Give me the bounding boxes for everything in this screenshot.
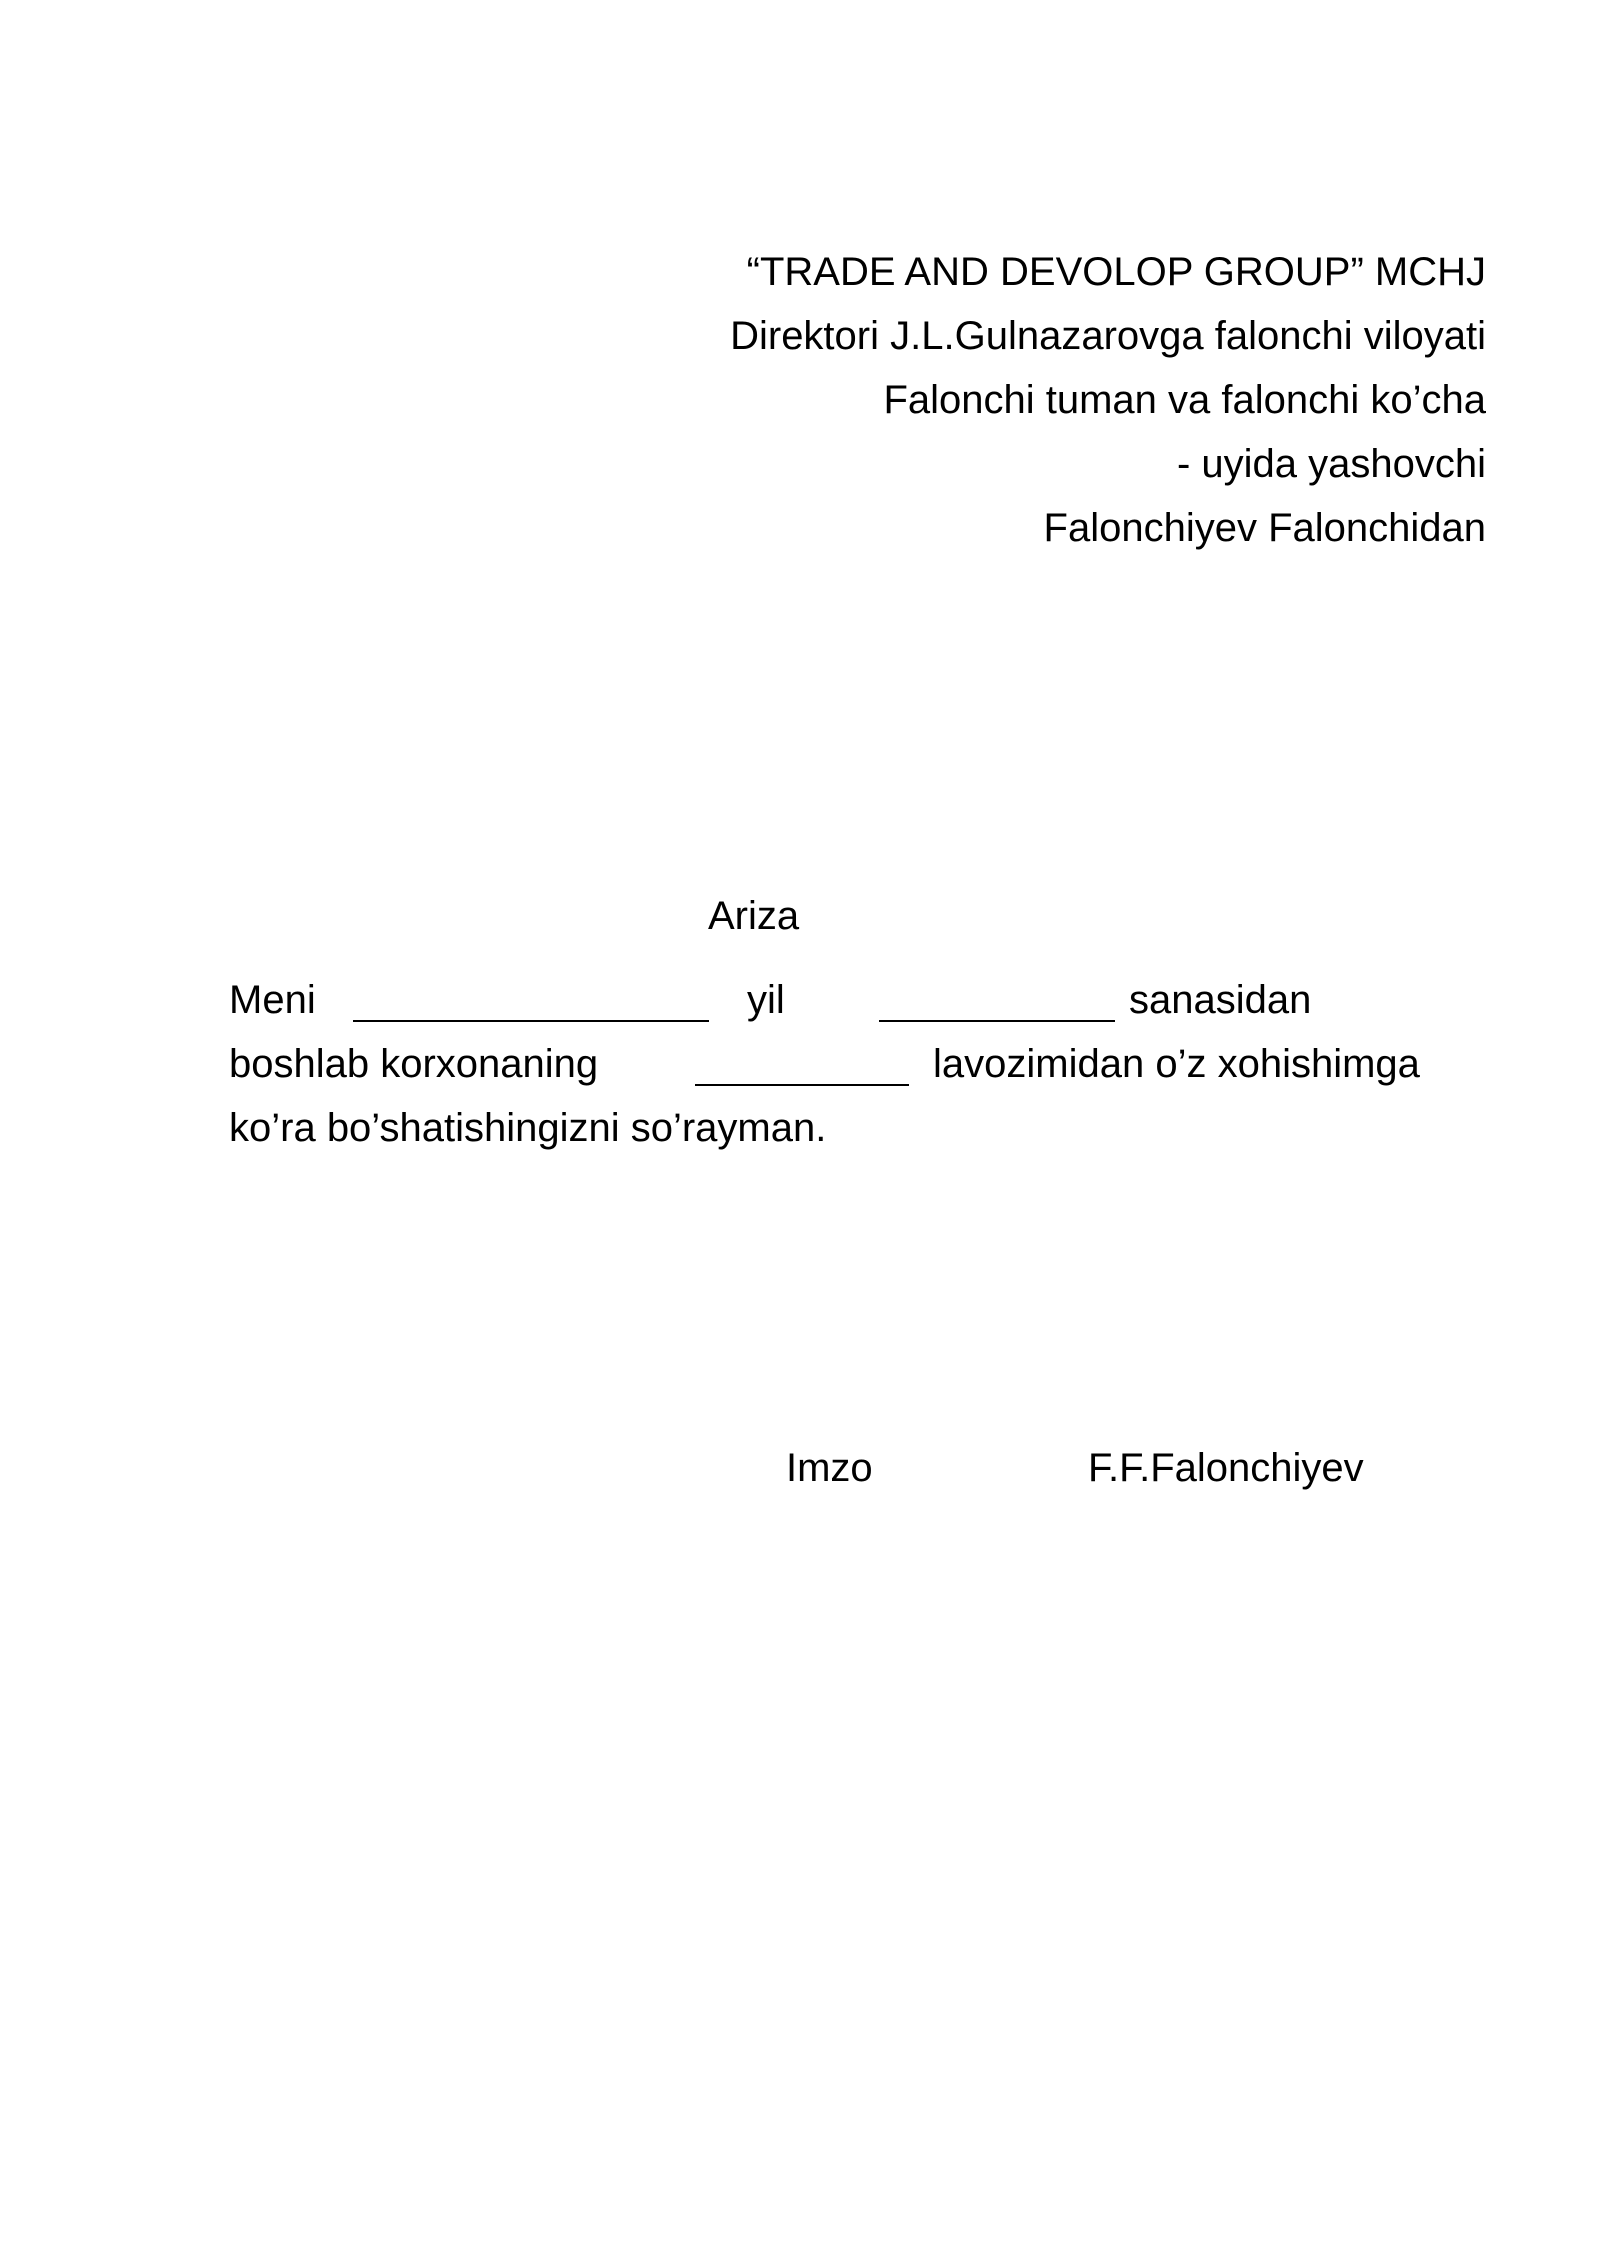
document-title: Ariza [708,894,800,938]
body-line-3 [229,1096,1529,1160]
signature-label: Imzo [786,1446,873,1490]
body-word-meni: Meni [229,978,316,1022]
addressee-director: Direktori J.L.Gulnazarovga falonchi viloyati [730,314,1486,358]
body-phrase-lavozimidan: lavozimidan o’z xohishimga [933,1042,1420,1086]
body-phrase-boshlab: boshlab korxonaning [229,1042,599,1086]
body-phrase-request: ko’ra bo’shatishingizni so’rayman. [229,1106,827,1150]
sender-address-house: - uyida yashovchi [1176,442,1486,486]
application-body [229,968,1529,1160]
sender-address-street: Falonchi tuman va falonchi ko’cha [883,378,1486,422]
date-blank-field [879,1020,1115,1022]
body-line-1 [229,968,1529,1032]
signature-name: F.F.Falonchiyev [1088,1446,1364,1490]
body-word-yil: yil [747,978,785,1022]
position-blank-field [695,1084,909,1086]
body-word-sanasidan: sanasidan [1129,978,1312,1022]
addressee-block [486,240,1486,560]
sender-name: Falonchiyev Falonchidan [1043,506,1486,550]
addressee-company: “TRADE AND DEVOLOP GROUP” MCHJ [746,250,1486,294]
body-line-2 [229,1032,1529,1096]
year-blank-field [353,1020,709,1022]
